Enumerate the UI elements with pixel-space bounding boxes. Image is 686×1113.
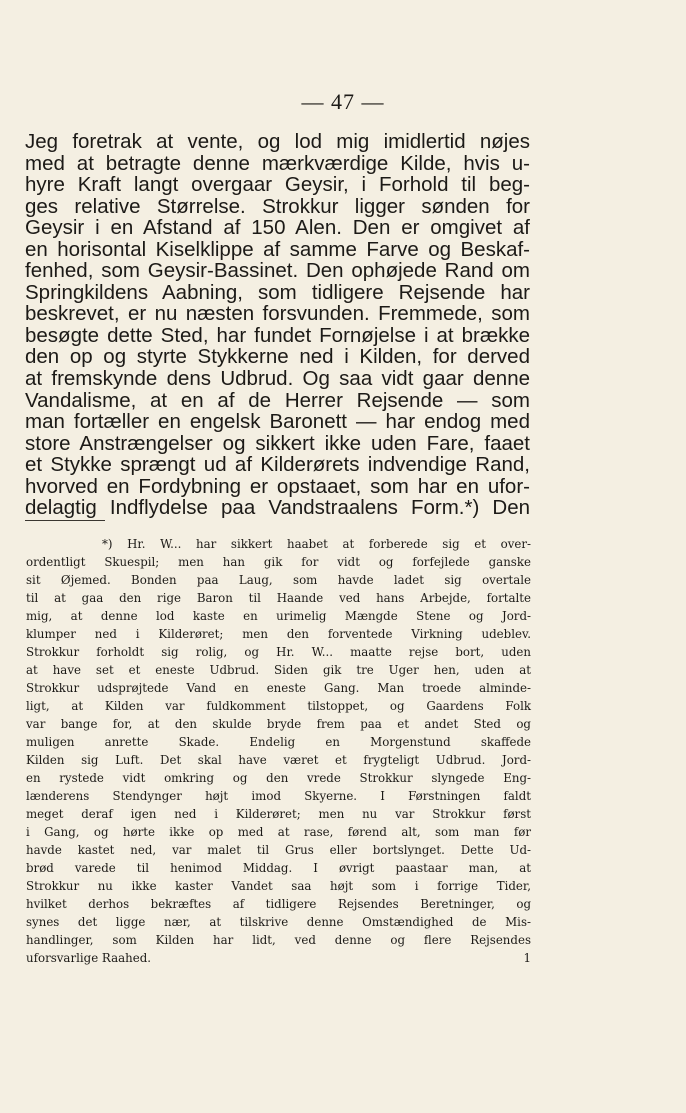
footnote-line: i Gang, og hørte ikke op med at rase, førend alt, som man før	[26, 825, 531, 839]
footnote-line: Strokkur forholdt sig rolig, og Hr. W... maatte rejse bort, uden	[26, 645, 531, 659]
footnote-line: ordentligt Skuespil; men han gik for vidt og forfejlede ganske	[26, 555, 531, 569]
footnote-line: synes det ligge nær, at tilskrive denne Omstændighed de Mis-	[26, 915, 531, 929]
footnote-line: sit Øjemed. Bonden paa Laug, som havde ladet sig overtale	[26, 573, 531, 587]
footnote-line: lænderens Stendynger højt imod Skyerne. I Førstningen faldt	[26, 789, 531, 803]
main-text-line: et Stykke sprængt ud af Kilderørets indvendige Rand,	[25, 453, 530, 477]
main-text-line: man fortæller en engelsk Baronett — har endog med	[25, 410, 530, 434]
main-text-line: delagtig Indflydelse paa Vandstraalens Form.*) Den	[25, 496, 530, 520]
main-text-line: med at betragte denne mærkværdige Kilde, hvis u-	[25, 151, 530, 175]
main-text-line: at fremskynde dens Udbrud. Og saa vidt gaar denne	[25, 367, 530, 391]
main-text-line: besøgte dette Sted, har fundet Fornøjelse i at brække	[25, 323, 530, 347]
main-text-line: store Anstrængelser og sikkert ikke uden Fare, faaet	[25, 431, 530, 455]
main-text-line: Springkildens Aabning, som tidligere Rejsende har	[25, 280, 530, 304]
main-text-line: beskrevet, er nu næsten forsvunden. Fremmede, som	[25, 302, 530, 326]
footnote-line: var bange for, at den skulde bryde frem paa et andet Sted og	[26, 717, 531, 731]
footnote	[26, 535, 531, 967]
footnote-line: Strokkur udsprøjtede Vand en eneste Gang. Man troede alminde-	[26, 681, 531, 695]
footnote-line: handlinger, som Kilden har lidt, ved denne og flere Rejsendes	[26, 933, 531, 947]
main-text-line: en horisontal Kiselklippe af samme Farve og Beskaf-	[25, 237, 530, 261]
footnote-line: meget deraf igen ned i Kilderøret; men nu var Strokkur først	[26, 807, 531, 821]
footnote-line: havde kastet ned, var malet til Grus eller bortslynget. Dette Ud-	[26, 843, 531, 857]
main-text-line: hvorved en Fordybning er opstaaet, som har en ufor-	[25, 474, 530, 498]
main-text-line: Vandalisme, at en af de Herrer Rejsende — som	[25, 388, 530, 412]
footnote-line: uforsvarlige Raahed.	[26, 951, 152, 965]
footnote-line: Strokkur nu ikke kaster Vandet saa højt som i forrige Tider,	[26, 879, 531, 893]
footnote-line: en rystede vidt omkring og den vrede Strokkur slyngede Eng-	[26, 771, 531, 785]
signature-mark: 1	[523, 951, 531, 965]
footnote-line: brød varede til henimod Middag. I øvrigt paastaar man, at	[26, 861, 531, 875]
main-text-line: fenhed, som Geysir-Bassinet. Den ophøjede Rand om	[25, 259, 530, 283]
main-text	[25, 131, 530, 519]
main-text-line: Jeg foretrak at vente, og lod mig imidlertid nøjes	[25, 130, 530, 153]
main-text-line: den op og styrte Stykkerne ned i Kilden, for derved	[25, 345, 530, 369]
footnote-line: Kilden sig Luft. Det skal have været et frygteligt Udbrud. Jord-	[26, 753, 531, 767]
main-text-line: Geysir i en Afstand af 150 Alen. Den er omgivet af	[25, 216, 530, 240]
main-text-line: hyre Kraft langt overgaar Geysir, i Forhold til beg-	[25, 173, 530, 197]
footnote-line: muligen anrette Skade. Endelig en Morgenstund skaffede	[26, 735, 531, 749]
footnote-line: at have set et eneste Udbrud. Siden gik tre Uger hen, uden at	[26, 663, 531, 677]
footnote-line: til at gaa den rige Baron til Haande ved hans Arbejde, fortalte	[26, 591, 531, 605]
footnote-line: *) Hr. W... har sikkert haabet at forberede sig et over-	[102, 537, 531, 551]
footnote-line: hvilket derhos bekræftes af tidligere Rejsendes Beretninger, og	[26, 897, 531, 911]
footnote-divider	[25, 520, 105, 521]
footnote-last-line	[26, 949, 531, 967]
main-text-line: ges relative Størrelse. Strokkur ligger sønden for	[25, 194, 530, 218]
footnote-line: klumper ned i Kilderøret; men den forventede Virkning udeblev.	[26, 627, 531, 641]
footnote-line: ligt, at Kilden var fuldkomment tilstoppet, og Gaardens Folk	[26, 699, 531, 713]
footnote-line: mig, at denne lod kaste en urimelig Mængde Stene og Jord-	[26, 609, 531, 623]
page-number: — 47 —	[301, 89, 385, 114]
